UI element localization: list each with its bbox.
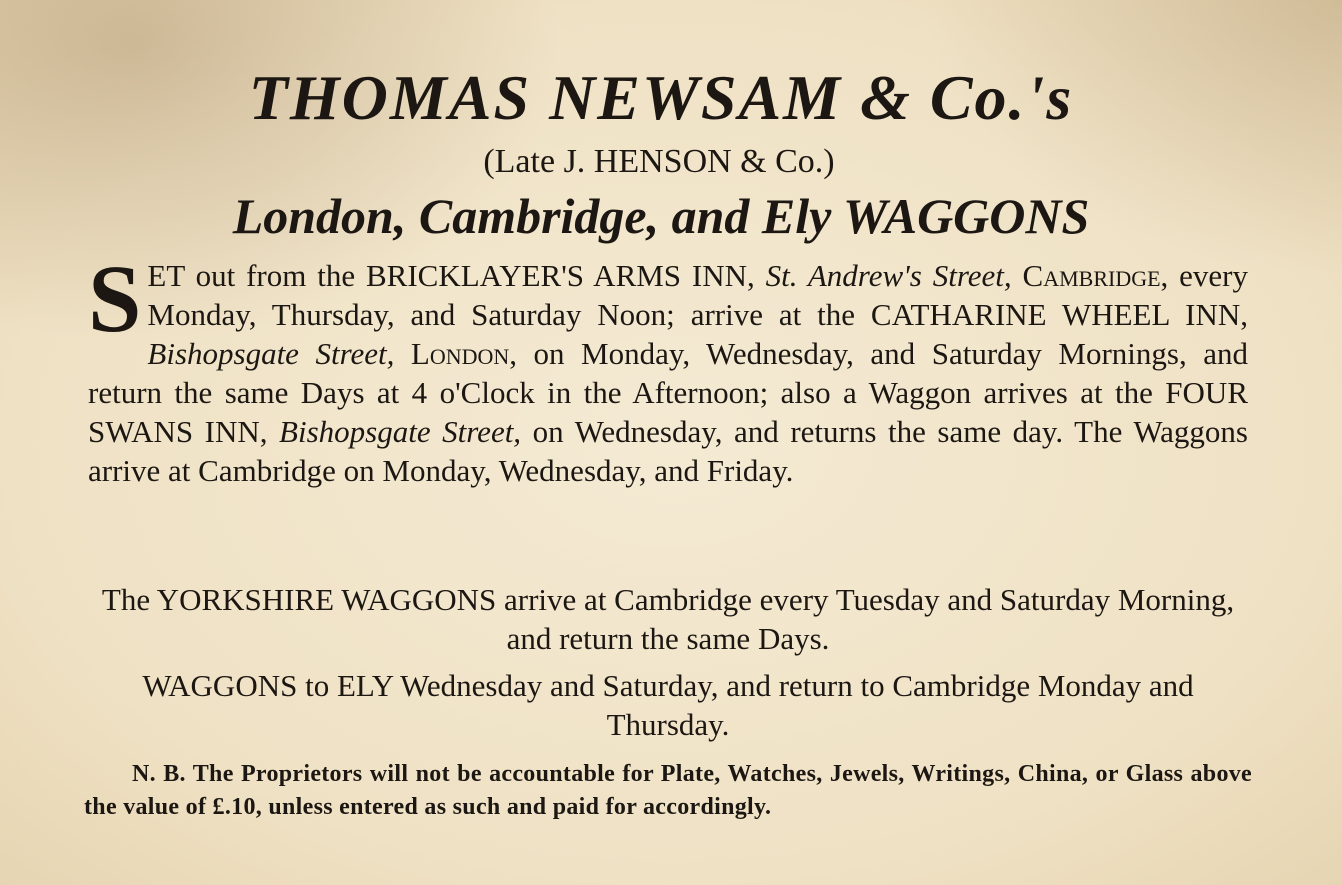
text-segment: ET out from the BRICKLAYER'S ARMS INN, — [147, 258, 766, 293]
text-segment: on Wednesday, and returns the same day. The Waggons arrive at Cambridge on Monday, Wednesday, and Friday. — [88, 414, 1248, 488]
town-name: London — [410, 336, 510, 371]
town-name: Cambridge — [1022, 258, 1161, 293]
street-name: Bishopsgate Street, — [279, 414, 522, 449]
former-company-subtitle: (Late J. HENSON & Co.) — [483, 143, 835, 180]
text-segment — [394, 336, 411, 371]
text-segment — [1012, 258, 1023, 293]
nota-bene-text: N. B. The Proprietors will not be accountable for Plate, Watches, Jewels, Writings, China, or Glass above the value of £.10, unless entered as such and paid for accordingly. — [84, 761, 1252, 820]
street-name: St. Andrew's Street, — [765, 258, 1012, 293]
yorkshire-paragraph: The YORKSHIRE WAGGONS arrive at Cambridge every Tuesday and Saturday Morning, and return the same Days. — [101, 582, 1235, 656]
schedule-paragraph — [88, 245, 1249, 490]
text-segment: , every Monday, Thursday, and Saturday Noon; arrive at the CATHARINE WHEEL INN, — [147, 258, 1249, 332]
route-heading: London, Cambridge, and Ely WAGGONS — [232, 188, 1090, 244]
text-segment: , on Monday, Wednesday, and Saturday Mornings, and return the same Days at 4 o'Clock in the Afternoon; also a Waggon arrives at the FOUR SWANS INN, — [88, 336, 1248, 449]
nota-bene — [84, 758, 1252, 824]
ely-paragraph: WAGGONS to ELY Wednesday and Saturday, and return to Cambridge Monday and Thursday. — [142, 668, 1194, 742]
street-name: Bishopsgate Street, — [147, 336, 395, 371]
drop-cap: S — [88, 245, 142, 352]
company-title: THOMAS NEWSAM & Co.'s — [248, 62, 1074, 133]
